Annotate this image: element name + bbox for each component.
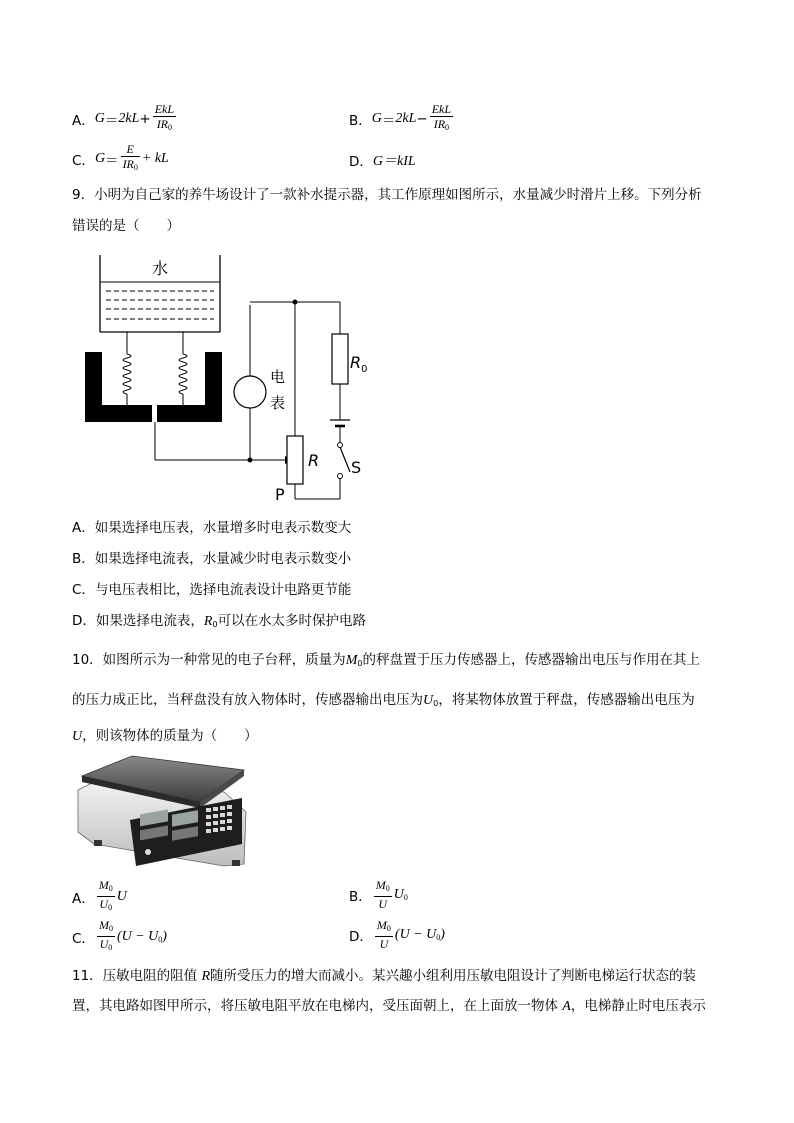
q11-stem-line-2: 置，其电路如图甲所示，将压敏电阻平放在电梯内，受压面朝上，在上面放一物体 A，电梯静止时电压表示 <box>72 998 706 1014</box>
q8-option-d: D． G＝kIL <box>349 154 416 170</box>
q8-option-c: C． G ＝ $\frac{E}{IR_0}$ + kL <box>72 142 169 175</box>
resistor-r0 <box>332 334 348 384</box>
water-label: 水 <box>151 259 169 278</box>
meter-label-1: 电 <box>270 368 286 386</box>
q9-option-c: C．与电压表相比，选择电流表设计电路更节能 <box>72 582 352 598</box>
slider-p-label: P <box>275 485 285 504</box>
q10-option-d: D． $\frac{M_0}{U}$ $(U - U_0)$ <box>349 918 445 951</box>
resistor-r <box>287 436 303 484</box>
q10-option-a: A． $\frac{M_0}{U_0}$ U <box>72 878 127 912</box>
q10-option-b: B． $\frac{M_0}{U}$ $U_0$ <box>349 878 408 911</box>
q10-option-c: C． $\frac{M_0}{U_0}$ $(U - U_0)$ <box>72 918 167 952</box>
resistor-r-label: R <box>308 451 320 470</box>
electronic-scale-image <box>74 752 250 868</box>
q9-stem-line-1: 9．小明为自己家的养牛场设计了一款补水提示器，其工作原理如图所示，水量减少时滑片上移。下列分析 <box>72 187 702 203</box>
switch-icon <box>340 447 350 472</box>
q9-option-d: D．如果选择电流表，$R_0$可以在水太多时保护电路 <box>72 613 367 629</box>
q9-option-a: A．如果选择电压表，水量增多时电表示数变大 <box>72 520 352 536</box>
q9-stem-line-2: 错误的是（ ） <box>72 218 180 234</box>
q9-circuit-figure <box>80 250 370 510</box>
resistor-r0-label: $R_0$ <box>350 353 368 375</box>
base-left <box>85 352 152 422</box>
switch-s-label: S <box>351 458 362 477</box>
q11-stem-line-1: 11．压敏电阻的阻值 R随所受压力的增大而减小。某兴趣小组利用压敏电阻设计了判断电梯运行状态的装 <box>72 968 697 984</box>
meter-icon <box>234 376 266 408</box>
spring-left <box>123 332 131 394</box>
q8-c-fraction: $\frac{E}{IR_0}$ <box>122 142 138 172</box>
q8-b-fraction: $\frac{\text{EkL}}{IR_0}$ <box>431 102 452 132</box>
base-right <box>157 352 222 422</box>
q9-option-b: B．如果选择电流表，水量减少时电表示数变小 <box>72 551 352 567</box>
q8-option-a: A． G ＝ 2kL + $\frac{\text{EkL}}{IR_0}$ <box>72 102 178 135</box>
q10-stem-line-2: 的压力成正比，当秤盘没有放入物体时，传感器输出电压为$U_0$，将某物体放置于秤盘，传感器输出电压为 <box>72 692 695 708</box>
q10-stem-line-3: U，则该物体的质量为（ ） <box>72 728 258 744</box>
spring-right <box>179 332 187 394</box>
water-dashes <box>106 291 214 319</box>
q10-stem-line-1: 10．如图所示为一种常见的电子台秤，质量为$M_0$的秤盘置于压力传感器上，传感器输出电压与作用在其上 <box>72 652 700 668</box>
q8-a-fraction: $\frac{\text{EkL}}{IR_0}$ <box>154 102 175 132</box>
q8-option-b: B． G ＝ 2kL − $\frac{\text{EkL}}{IR_0}$ <box>349 102 455 135</box>
meter-label-2: 表 <box>270 394 286 412</box>
